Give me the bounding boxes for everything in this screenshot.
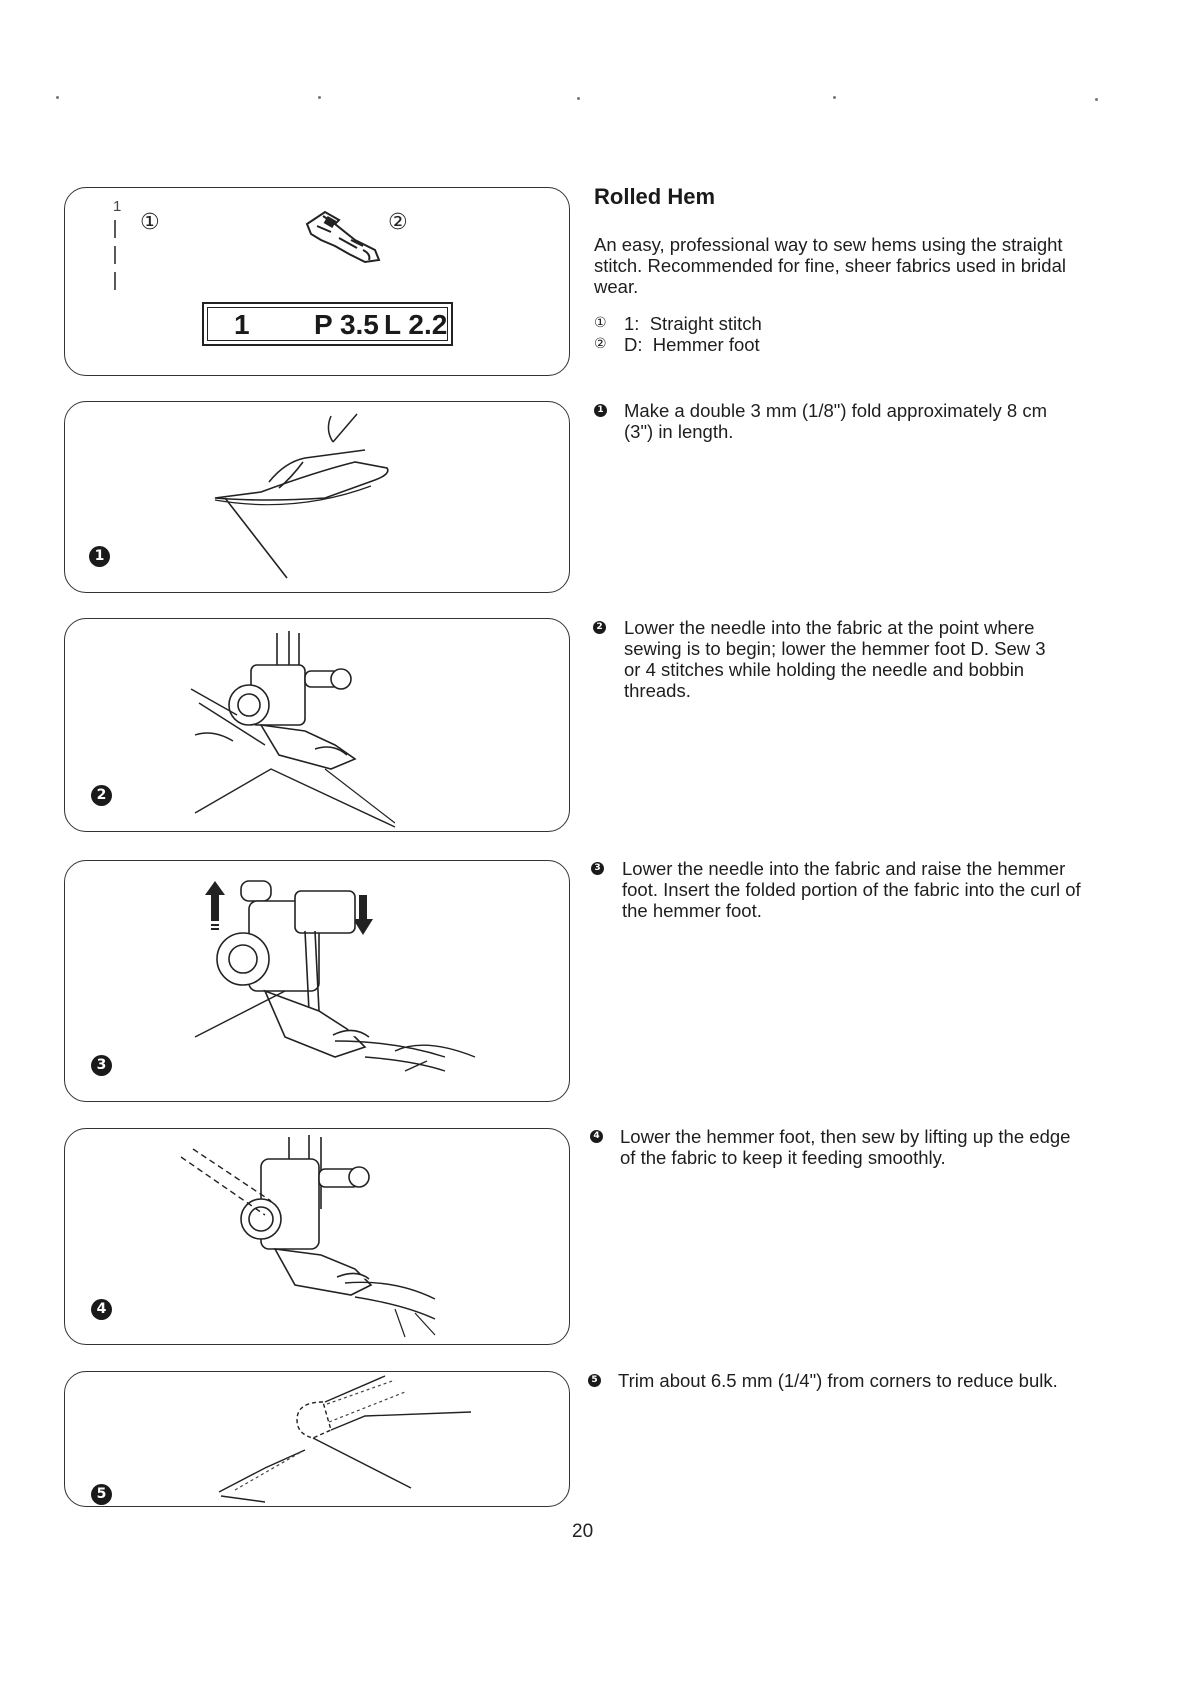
scan-speck — [833, 96, 836, 99]
legend-text-1: 1: Straight stitch — [624, 313, 762, 334]
figure-step-1 — [64, 401, 570, 593]
callout-2: ② — [388, 210, 408, 235]
display-pitch: P 3.5 — [314, 309, 379, 340]
intro-paragraph: An easy, professional way to sew hems using the straight stitch. Recommended for fine, sheer fabrics used in bridal wear. — [594, 234, 1066, 297]
fold-illustration — [65, 402, 569, 592]
legend-marker-1: ① — [594, 315, 607, 331]
figure-step-4 — [64, 1128, 570, 1345]
step-text-1: Make a double 3 mm (1/8") fold approximately 8 cm (3") in length. — [624, 400, 1047, 442]
sewing-foot-illustration — [65, 1129, 569, 1344]
scan-speck — [318, 96, 321, 99]
figure-step-3 — [64, 860, 570, 1102]
sewing-foot-illustration — [65, 619, 569, 831]
display-mode: 1 — [234, 309, 250, 340]
step-badge-1: 1 — [89, 546, 110, 567]
step-text-5: Trim about 6.5 mm (1/4") from corners to reduce bulk. — [618, 1370, 1058, 1391]
step-badge-4: 4 — [91, 1299, 112, 1320]
callout-1: ① — [140, 210, 160, 235]
figure-stitch-setting — [64, 187, 570, 376]
scan-speck — [1095, 98, 1098, 101]
page-title: Rolled Hem — [594, 184, 716, 209]
step-bullet-2: 2 — [593, 621, 606, 634]
scan-speck — [56, 96, 59, 99]
step-bullet-3: 3 — [591, 862, 604, 875]
figure-step-5 — [64, 1371, 570, 1507]
page-number: 20 — [572, 1521, 594, 1542]
up-arrow-icon — [205, 881, 225, 929]
figure-step-2 — [64, 618, 570, 832]
sewing-foot-illustration — [65, 861, 569, 1101]
step-bullet-1: 1 — [594, 404, 607, 417]
down-arrow-icon — [353, 895, 373, 935]
step-bullet-5: 5 — [588, 1374, 601, 1387]
display-length: L 2.2 — [384, 309, 448, 340]
step-bullet-4: 4 — [590, 1130, 603, 1143]
stitch-display — [202, 302, 453, 346]
step-badge-3: 3 — [91, 1055, 112, 1076]
step-text-2: Lower the needle into the fabric at the point where sewing is to begin; lower the hemmer foot D. Sew 3 or 4 stitches while holding the needle and bobbin threads. — [624, 617, 1046, 701]
step-badge-2: 2 — [91, 785, 112, 806]
step-text-4: Lower the hemmer foot, then sew by lifting up the edge of the fabric to keep it feeding smoothly. — [620, 1126, 1071, 1168]
legend-marker-2: ② — [594, 336, 607, 352]
scan-speck — [577, 97, 580, 100]
stitch-number-label: 1 — [113, 198, 122, 215]
legend-text-2: D: Hemmer foot — [624, 334, 760, 355]
corner-trim-illustration — [65, 1372, 569, 1506]
hemmer-foot-icon — [307, 212, 379, 262]
step-badge-5: 5 — [91, 1484, 112, 1505]
step-text-3: Lower the needle into the fabric and raise the hemmer foot. Insert the folded portion of the fabric into the curl of the hemmer foot. — [622, 858, 1081, 921]
